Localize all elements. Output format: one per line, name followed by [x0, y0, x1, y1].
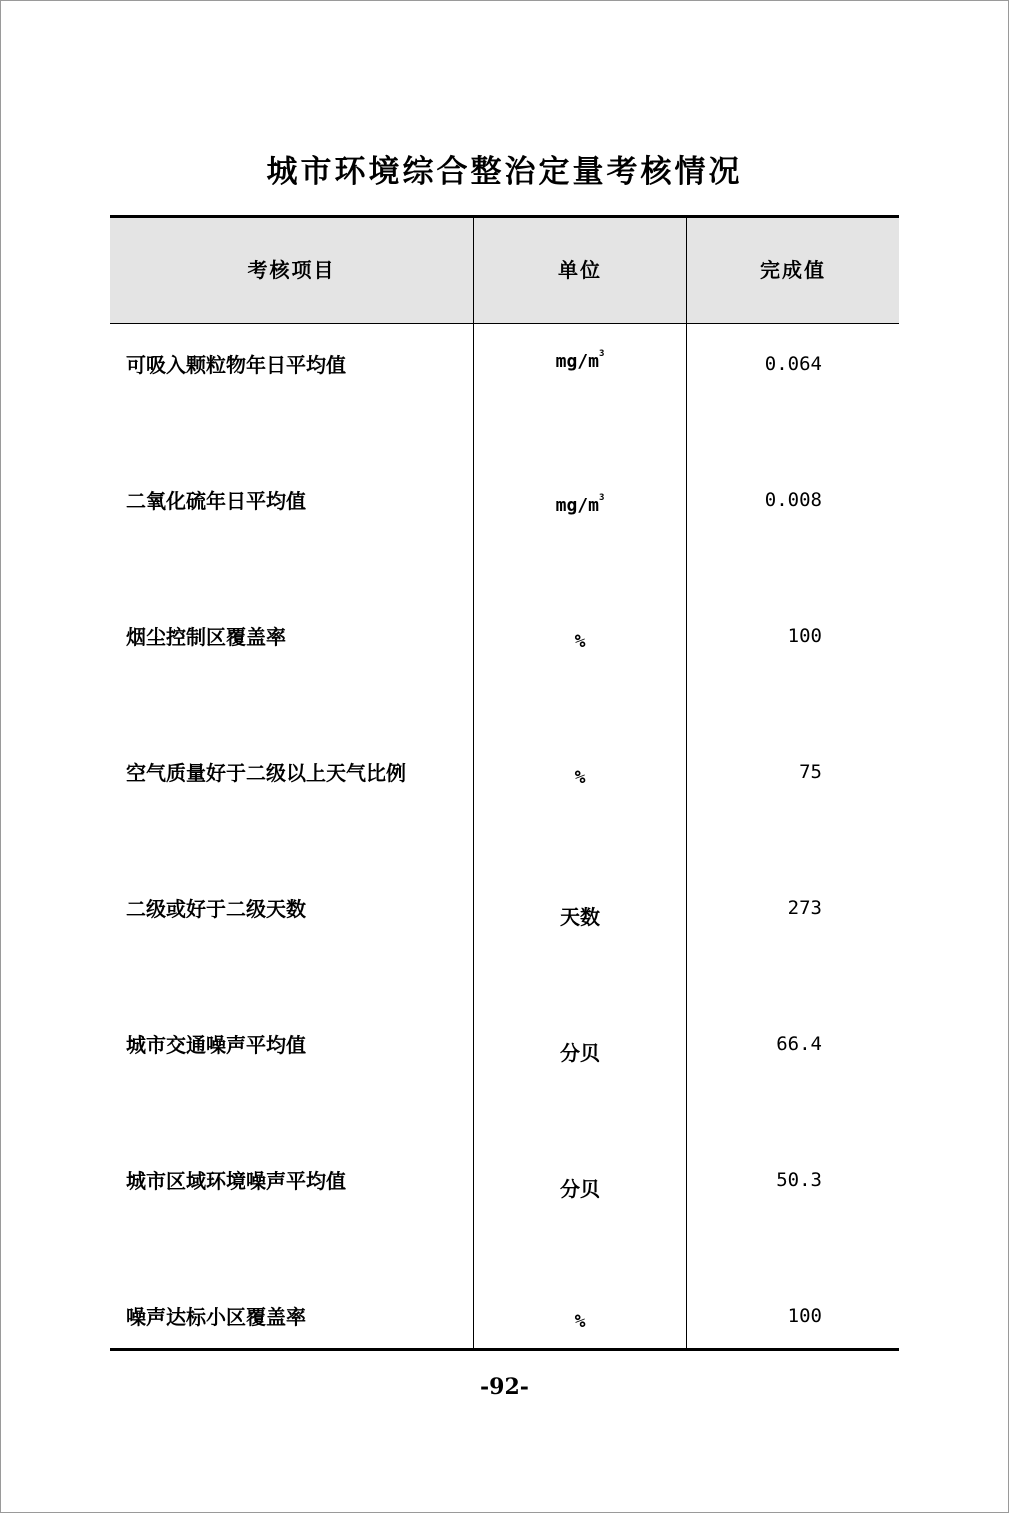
row-value: 100	[787, 1305, 822, 1327]
row-unit: $mg/m^3$	[555, 349, 605, 372]
table-row	[110, 601, 899, 737]
table-row	[110, 873, 899, 1009]
row-unit: 分贝	[560, 1041, 600, 1065]
row-unit: $mg/m^3$	[555, 493, 605, 516]
row-unit: 天数	[560, 905, 600, 929]
header-unit: 单位	[558, 258, 602, 282]
row-unit: %	[574, 631, 586, 652]
row-item: 噪声达标小区覆盖率	[126, 1305, 306, 1329]
page-number: -92-	[480, 1374, 529, 1400]
table-row	[110, 1145, 899, 1281]
row-value: 0.064	[764, 353, 822, 375]
row-item: 二氧化硫年日平均值	[126, 489, 306, 513]
header-value: 完成值	[760, 258, 826, 282]
row-unit: %	[574, 1311, 586, 1332]
page-title: 城市环境综合整治定量考核情况	[266, 154, 743, 190]
row-item: 城市交通噪声平均值	[126, 1033, 306, 1057]
row-value: 75	[799, 761, 822, 783]
row-value: 50.3	[776, 1169, 822, 1191]
table-row	[110, 329, 899, 465]
row-value: 100	[787, 625, 822, 647]
row-unit: 分贝	[560, 1177, 600, 1201]
row-item: 空气质量好于二级以上天气比例	[126, 761, 406, 785]
row-value: 273	[787, 897, 822, 919]
table-row	[110, 1281, 899, 1348]
row-unit: %	[574, 767, 586, 788]
table-row	[110, 465, 899, 601]
row-item: 城市区域环境噪声平均值	[126, 1169, 346, 1193]
row-item: 烟尘控制区覆盖率	[126, 625, 286, 649]
table-row	[110, 737, 899, 873]
table-row	[110, 1009, 899, 1145]
header-item: 考核项目	[247, 258, 336, 282]
row-item: 二级或好于二级天数	[126, 897, 306, 921]
row-value: 0.008	[764, 489, 822, 511]
table-bottom-rule	[110, 1348, 899, 1351]
row-value: 66.4	[776, 1033, 822, 1055]
row-item: 可吸入颗粒物年日平均值	[126, 353, 346, 377]
